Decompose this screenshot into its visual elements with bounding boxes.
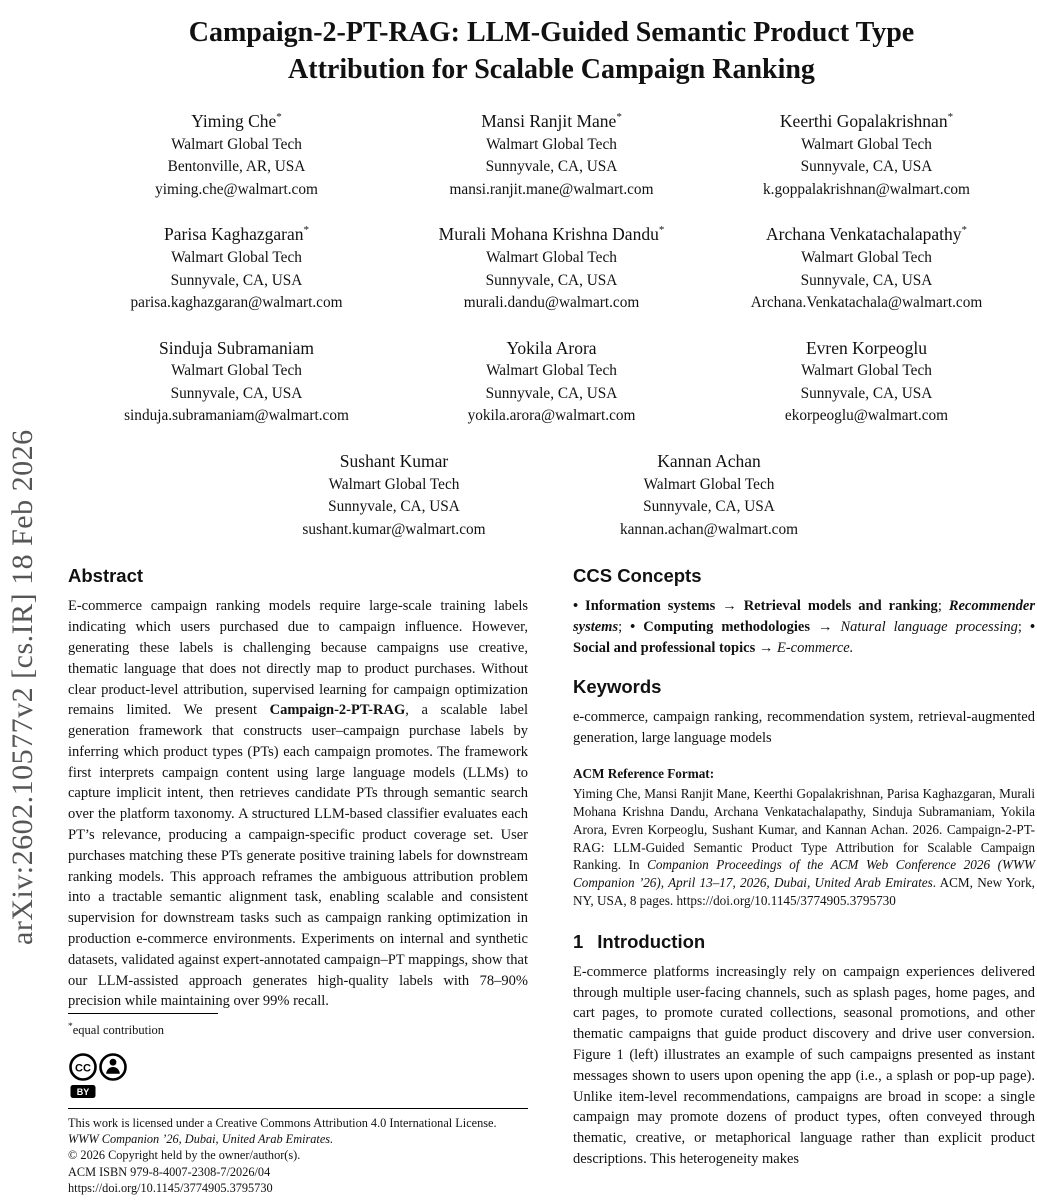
person-head-icon xyxy=(110,1059,117,1066)
equal-contribution-mark: * xyxy=(276,111,282,123)
ccs-seg-9: • Social and professional topics xyxy=(573,619,1036,656)
abstract-heading: Abstract xyxy=(68,565,144,587)
license-rule xyxy=(68,1108,528,1109)
author-email: yokila.arora@walmart.com xyxy=(467,407,636,425)
arxiv-watermark-link[interactable]: arXiv:2602.10577v2 [cs.IR] 18 Feb 2026 xyxy=(6,429,39,945)
author-email: mansi.ranjit.mane@walmart.com xyxy=(449,180,654,198)
acm-reference-paragraph xyxy=(573,785,1035,910)
abstract-paragraph xyxy=(68,596,528,1012)
cc-circle-label: CC xyxy=(75,1062,91,1075)
author-block xyxy=(79,218,394,314)
author-location: Sunnyvale, CA, USA xyxy=(485,158,618,176)
equal-contribution-mark: * xyxy=(303,224,309,237)
author-affiliation: Walmart Global Tech xyxy=(643,475,775,493)
author-section xyxy=(79,105,1024,541)
author-name xyxy=(552,445,867,474)
author-block xyxy=(709,105,1024,201)
footnote-rule xyxy=(68,1013,218,1014)
author-name xyxy=(709,218,1024,247)
footnote-text: equal contribution xyxy=(72,1022,165,1037)
author-affiliation: Walmart Global Tech xyxy=(486,135,617,153)
conference-venue-line: WWW Companion ’26, Dubai, United Arab Emirates. xyxy=(68,1132,334,1147)
author-email: Archana.Venkatachala@walmart.com xyxy=(750,294,983,312)
author-location: Bentonville, AR, USA xyxy=(167,158,306,176)
author-name xyxy=(394,105,709,134)
author-name-text: Mansi Ranjit Mane xyxy=(481,110,617,131)
acm-ref-doi-link[interactable]: https://doi.org/10.1145/3774905.3795730 xyxy=(676,893,896,909)
paper-title xyxy=(68,14,1035,88)
author-location: Sunnyvale, CA, USA xyxy=(485,271,618,289)
author-email: ekorpeoglu@walmart.com xyxy=(784,407,949,425)
author-row-4 xyxy=(79,445,1024,541)
section-number: 1 xyxy=(573,930,584,952)
author-name-text: Sushant Kumar xyxy=(339,450,449,471)
author-block xyxy=(394,218,709,314)
author-name-text: Archana Venkatachalapathy xyxy=(766,224,962,245)
ccs-seg-10: → xyxy=(755,639,777,656)
author-name-text: Evren Korpeoglu xyxy=(805,337,927,358)
copyright-line: © 2026 Copyright held by the owner/author(s). xyxy=(68,1148,301,1163)
author-row-2 xyxy=(79,218,1024,314)
author-email: murali.dandu@walmart.com xyxy=(463,294,640,312)
author-row-1 xyxy=(79,105,1024,201)
author-name xyxy=(79,218,394,247)
acm-ref-text-2: . ACM, New York, NY, USA, 8 pages. xyxy=(573,875,1035,909)
author-affiliation: Walmart Global Tech xyxy=(801,135,932,153)
author-block xyxy=(394,332,709,428)
paper-content xyxy=(68,0,1035,1170)
ccs-seg-1: • Information systems → Retrieval models and ranking xyxy=(573,598,938,615)
person-body-icon xyxy=(106,1067,120,1074)
author-affiliation: Walmart Global Tech xyxy=(171,362,302,380)
license-statement: This work is licensed under a Creative Commons Attribution 4.0 International License. xyxy=(68,1115,497,1130)
right-column xyxy=(573,565,1035,1170)
author-affiliation: Walmart Global Tech xyxy=(328,475,460,493)
acm-reference-heading: ACM Reference Format: xyxy=(573,766,715,782)
author-affiliation: Walmart Global Tech xyxy=(801,362,932,380)
author-name xyxy=(79,105,394,134)
acm-ref-text-1: Yiming Che, Mansi Ranjit Mane, Keerthi Gopalakrishnan, Parisa Kaghazgaran, Murali Mohana Krishna Dandu, Archana Venkatachalapathy, Sinduja Subramaniam, Yokila Arora, Evren Korpeoglu, Sushant Kumar, and Kannan Achan. 2026. Campaign-2-PT-RAG: LLM-Guided Semantic Product Type Attribution for Scalable Campaign Ranking. In xyxy=(573,786,1035,873)
author-block xyxy=(709,332,1024,428)
introduction-heading xyxy=(573,931,1035,953)
author-block xyxy=(79,332,394,428)
author-name-text: Keerthi Gopalakrishnan xyxy=(779,110,948,131)
equal-contribution-mark: * xyxy=(658,224,665,237)
introduction-paragraph: E-commerce platforms increasingly rely on campaign experiences delivered through multiple user-facing channels, such as splash pages, home pages, and cart pages, to promote curated collections, seasonal promotions, and other thematic campaigns that guide product discovery and drive user conversion. Figure 1 (left) illustrates an example of such campaigns presented as instant messages shown to users upon opening the app (i.e., a splash or pop-up page). Unlike item-level recommendations, campaigns are broad in scope: a single campaign may promote dozens of product types, often conveyed through thematic, creative, or metaphorical language rather than explicit product descriptions. This heterogeneity makes xyxy=(573,963,1035,1168)
author-name-text: Kannan Achan xyxy=(657,450,761,471)
ccs-heading: CCS Concepts xyxy=(573,565,702,587)
author-name xyxy=(237,445,552,474)
acm-ref-proceedings-italic: Companion Proceedings of the ACM Web Conference 2026 (WWW Companion ’26), April 13–17, 2026, Dubai, United Arab Emirates xyxy=(573,857,1035,891)
equal-contribution-footnote xyxy=(68,1019,528,1038)
author-location: Sunnyvale, CA, USA xyxy=(643,498,775,516)
abstract-text-1: E-commerce campaign ranking models require large-scale training labels indicating which users purchased due to campaign influence. However, generating these labels is challenging because campaigns use creative, thematic language that does not directly map to product purchases. Without clear product-level attribution, supervised learning for campaign optimization remains limited. We present xyxy=(68,598,528,719)
ccs-seg-12: . xyxy=(849,639,854,656)
ccs-seg-4: ; xyxy=(618,619,631,636)
footnote-mark: * xyxy=(68,1021,73,1032)
ccs-paragraph xyxy=(573,596,1035,658)
isbn-line: ACM ISBN 979-8-4007-2308-7/2026/04 xyxy=(68,1164,271,1179)
author-block xyxy=(552,445,867,541)
keywords-heading: Keywords xyxy=(573,675,662,697)
author-block xyxy=(709,218,1024,314)
author-email: k.goppalakrishnan@walmart.com xyxy=(763,180,970,198)
author-location: Sunnyvale, CA, USA xyxy=(800,384,933,402)
equal-contribution-mark: * xyxy=(961,224,967,237)
author-affiliation: Walmart Global Tech xyxy=(171,249,302,267)
author-email: sinduja.subramaniam@walmart.com xyxy=(124,407,349,425)
author-name xyxy=(394,332,709,361)
author-location: Sunnyvale, CA, USA xyxy=(170,271,303,289)
ccs-seg-3: Recommender systems xyxy=(573,598,1035,636)
paper-title-line1: Campaign-2-PT-RAG: LLM-Guided Semantic Product Type xyxy=(188,17,915,48)
author-affiliation: Walmart Global Tech xyxy=(486,362,617,380)
author-name-text: Sinduja Subramaniam xyxy=(158,337,315,358)
author-name-text: Murali Mohana Krishna Dandu xyxy=(438,224,659,245)
author-name-text: Parisa Kaghazgaran xyxy=(164,224,304,245)
ccs-seg-8: ; xyxy=(1017,619,1030,636)
ccs-seg-11: E-commerce xyxy=(776,639,850,656)
author-name-text: Yokila Arora xyxy=(506,337,597,358)
author-name-text: Yiming Che xyxy=(191,110,277,131)
equal-contribution-mark: * xyxy=(947,111,954,123)
ccs-seg-2: ; xyxy=(937,598,949,615)
abstract-text-2: , a scalable label generation framework that constructs user–campaign purchase labels by inferring which product types (PTs) each campaign promotes. The framework first interprets campaign content using large language models (LLMs) to capture implicit intent, then retrieves candidate PTs through semantic search over the platform taxonomy. A structured LLM-based classifier evaluates each PT’s relevance, producing a campaign-specific product coverage set. User purchases matching these PTs generate positive training labels for downstream ranking models. This approach reframes the ambiguous attribution problem into a tractable semantic alignment task, enabling scalable and consistent supervision for downstream tasks such as campaign ranking optimization in production e-commerce environments. Experiments on internal and synthetic datasets, validated against expert-annotated campaign–PT mappings, show that our LLM-assisted approach generates high-quality labels with 78–90% precision while maintaining over 99% recall. xyxy=(68,702,528,1010)
author-block xyxy=(237,445,552,541)
cc-by-license-icon[interactable] xyxy=(68,1052,528,1104)
equal-contribution-mark: * xyxy=(616,111,622,123)
ccs-seg-6: → xyxy=(809,619,841,636)
ccs-seg-7: Natural language processing xyxy=(840,619,1018,636)
ccs-seg-5: • Computing methodologies xyxy=(630,619,810,636)
author-block xyxy=(79,105,394,201)
author-name xyxy=(79,332,394,361)
abstract-bold-term: Campaign-2-PT-RAG xyxy=(269,702,406,719)
section-title: Introduction xyxy=(597,930,706,952)
author-email: kannan.achan@walmart.com xyxy=(619,520,799,538)
author-affiliation: Walmart Global Tech xyxy=(486,249,617,267)
author-location: Sunnyvale, CA, USA xyxy=(485,384,618,402)
author-location: Sunnyvale, CA, USA xyxy=(800,158,933,176)
author-name xyxy=(394,218,709,247)
by-tag-label: BY xyxy=(76,1086,90,1097)
doi-link[interactable]: https://doi.org/10.1145/3774905.3795730 xyxy=(68,1180,273,1195)
author-name xyxy=(709,332,1024,361)
author-location: Sunnyvale, CA, USA xyxy=(328,498,460,516)
author-block xyxy=(394,105,709,201)
keywords-paragraph: e-commerce, campaign ranking, recommendation system, retrieval-augmented generation, large language models xyxy=(573,708,1035,746)
author-email: yiming.che@walmart.com xyxy=(155,180,318,198)
author-email: sushant.kumar@walmart.com xyxy=(302,520,486,538)
author-affiliation: Walmart Global Tech xyxy=(171,135,302,153)
author-location: Sunnyvale, CA, USA xyxy=(800,271,933,289)
paper-title-line2: Attribution for Scalable Campaign Ranking xyxy=(288,54,815,85)
author-name xyxy=(709,105,1024,134)
author-email: parisa.kaghazgaran@walmart.com xyxy=(130,294,343,312)
author-location: Sunnyvale, CA, USA xyxy=(170,384,303,402)
author-row-3 xyxy=(79,332,1024,428)
author-affiliation: Walmart Global Tech xyxy=(801,249,932,267)
footnote-license-block xyxy=(68,1013,528,1196)
